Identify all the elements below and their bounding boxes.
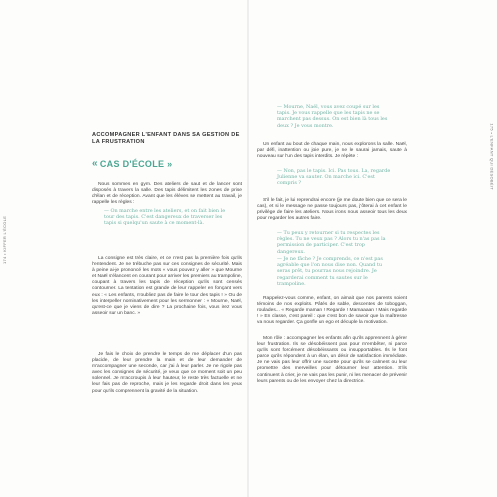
right-quote-1: — Mourne, Naël, vous avez coupé sur les tapis. Je vous rappelle que les tapis ne se marchent pas dessus. On est bien là tous les deux ? Je vous montre. (277, 104, 388, 129)
left-paragraph-2: La consigne est très claire, et ce n'est pas la première fois qu'ils l'entendent. Je ne trébuche pas sur ces consignes de sécurité. Mais à peine ai-je prononcé les mots « vous pouvez y aller » que Mourne et Naël s'élancent en courant pour arriver les premiers au trampoline, coupant à travers les tapis de réception qu'ils sont censés contourner. La tentation est grande de leur rappeler en fonçant vers eux : « Les enfants, n'oubliez pas de faire le tour des tapis ! » Ou de les interpeller nominativement pour les sermonner : « Mourne, Naël, qu'est-ce que je viens de dire ? La prochaine fois, vous irez vous asseoir sur un banc. » (92, 256, 242, 316)
left-page (0, 0, 248, 497)
right-page (249, 0, 497, 497)
left-quote-1: — On marche entre les ateliers, et on fait bien le tour des tapis. C'est dangereux de traverser les tapis si quelqu'un saute à ce moment-là. (104, 208, 226, 227)
right-paragraph-1: Un enfant au bout de chaque main, nous explorons la salle. Naël, par défi, inattention ou joie pure, je ne le saurai jamais, saute à nouveau sur l'un des tapis interdits. Je répète : (257, 142, 407, 160)
section-heading: ACCOMPAGNER L'ENFANT DANS SA GESTION DE LA FRUSTRATION (92, 132, 240, 145)
section-title (92, 158, 172, 169)
left-running-head: 174 • KIFFER L'ÉCOLE (2, 215, 7, 264)
right-running-head: 175 • L'ENFANT QUI DÉSOBÉIT (490, 123, 495, 190)
left-paragraph-3: Je fais le choix de prendre le temps de me déplacer d'un pas placide, de leur prendre la main et de leur demander de m'accompagner une seconde, car j'ai à leur parler. Je ne rigole pas avec les consignes de sécurité, je veux que ce moment soit un peu solennel. Je m'accroupis à leur hauteur, le reste très factuelle et ne leur fais pas de reproche, mais je les regarde droit dans les yeux pour qu'ils comprennent la gravité de la situation. (92, 352, 242, 394)
right-quote-4: — Je ne fâche ? Je comprends, ce n'est pas agréable que l'on nous dise non. Quand tu seras prêt, tu pourras nous rejoindre. Je regarderai comment tu sautes sur le trampoline. (277, 256, 383, 287)
right-paragraph-4: Mon rôle : accompagner les enfants afin qu'ils apprennent à gérer leur frustration. Ils se désobéissent pas pour m'embêter, ni parce qu'ils sont forcément désobéissants ou insupportables. Ils le font parce qu'ils répondent à un élan, un désir de satisfaction immédiate. Je ne vais pas leur offrir une sucette pour qu'ils se calment ou leur promettre des merveilles pour détourner leur attention. S'ils continuent à crier, je ne vais pas les punir, ni les menacer de prévenir leurs parents ou de les envoyer chez la directrice. (257, 336, 407, 384)
right-quote-3: — Tu peux y retourner si tu respectes les règles. Tu ne veux pas ? Alors tu n'as pas la permission de participer. C'est trop dangereux. (277, 230, 386, 255)
right-paragraph-2: S'il le fait, je lui reprendrai encore (je me doute bien que ce sera le cas), et si le message ne passe toujours pas, j'ôterai à cet enfant le privilège de faire les ateliers. Nous irons nous asseoir tous les deux pour regarder les autres faire. (257, 198, 407, 222)
right-paragraph-3: Rappelez-vous comme, enfant, on aimait que nos parents soient témoins de nos exploits. Pâtés de sable, descentes de toboggan, roulades... « Regarde maman ! Regarde ! Mamaaaan ! Mais regarde ! » En classe, c'est pareil : que c'est bon de savoir que la maîtresse va nous regarder. Ça gonfle un ego et décuple la motivation. (257, 296, 407, 326)
double-chevron-left-icon: « (92, 158, 98, 169)
section-title-text: CAS D'ÉCOLE » (99, 158, 173, 169)
right-quote-2: — Non, pas le tapis. Ici. Pas tous. La, regarde Julienne va sauter. On marche ici. C'est compris ? (277, 168, 391, 187)
left-paragraph-1: Nous sommes en gym. Des ateliers de saut et de lancer sont disposés à travers la salle. Des tapis délimitent les zones de prise d'élan et de réception. Avant que les élèves se mettent au travail, je rappelle les règles : (92, 182, 242, 206)
